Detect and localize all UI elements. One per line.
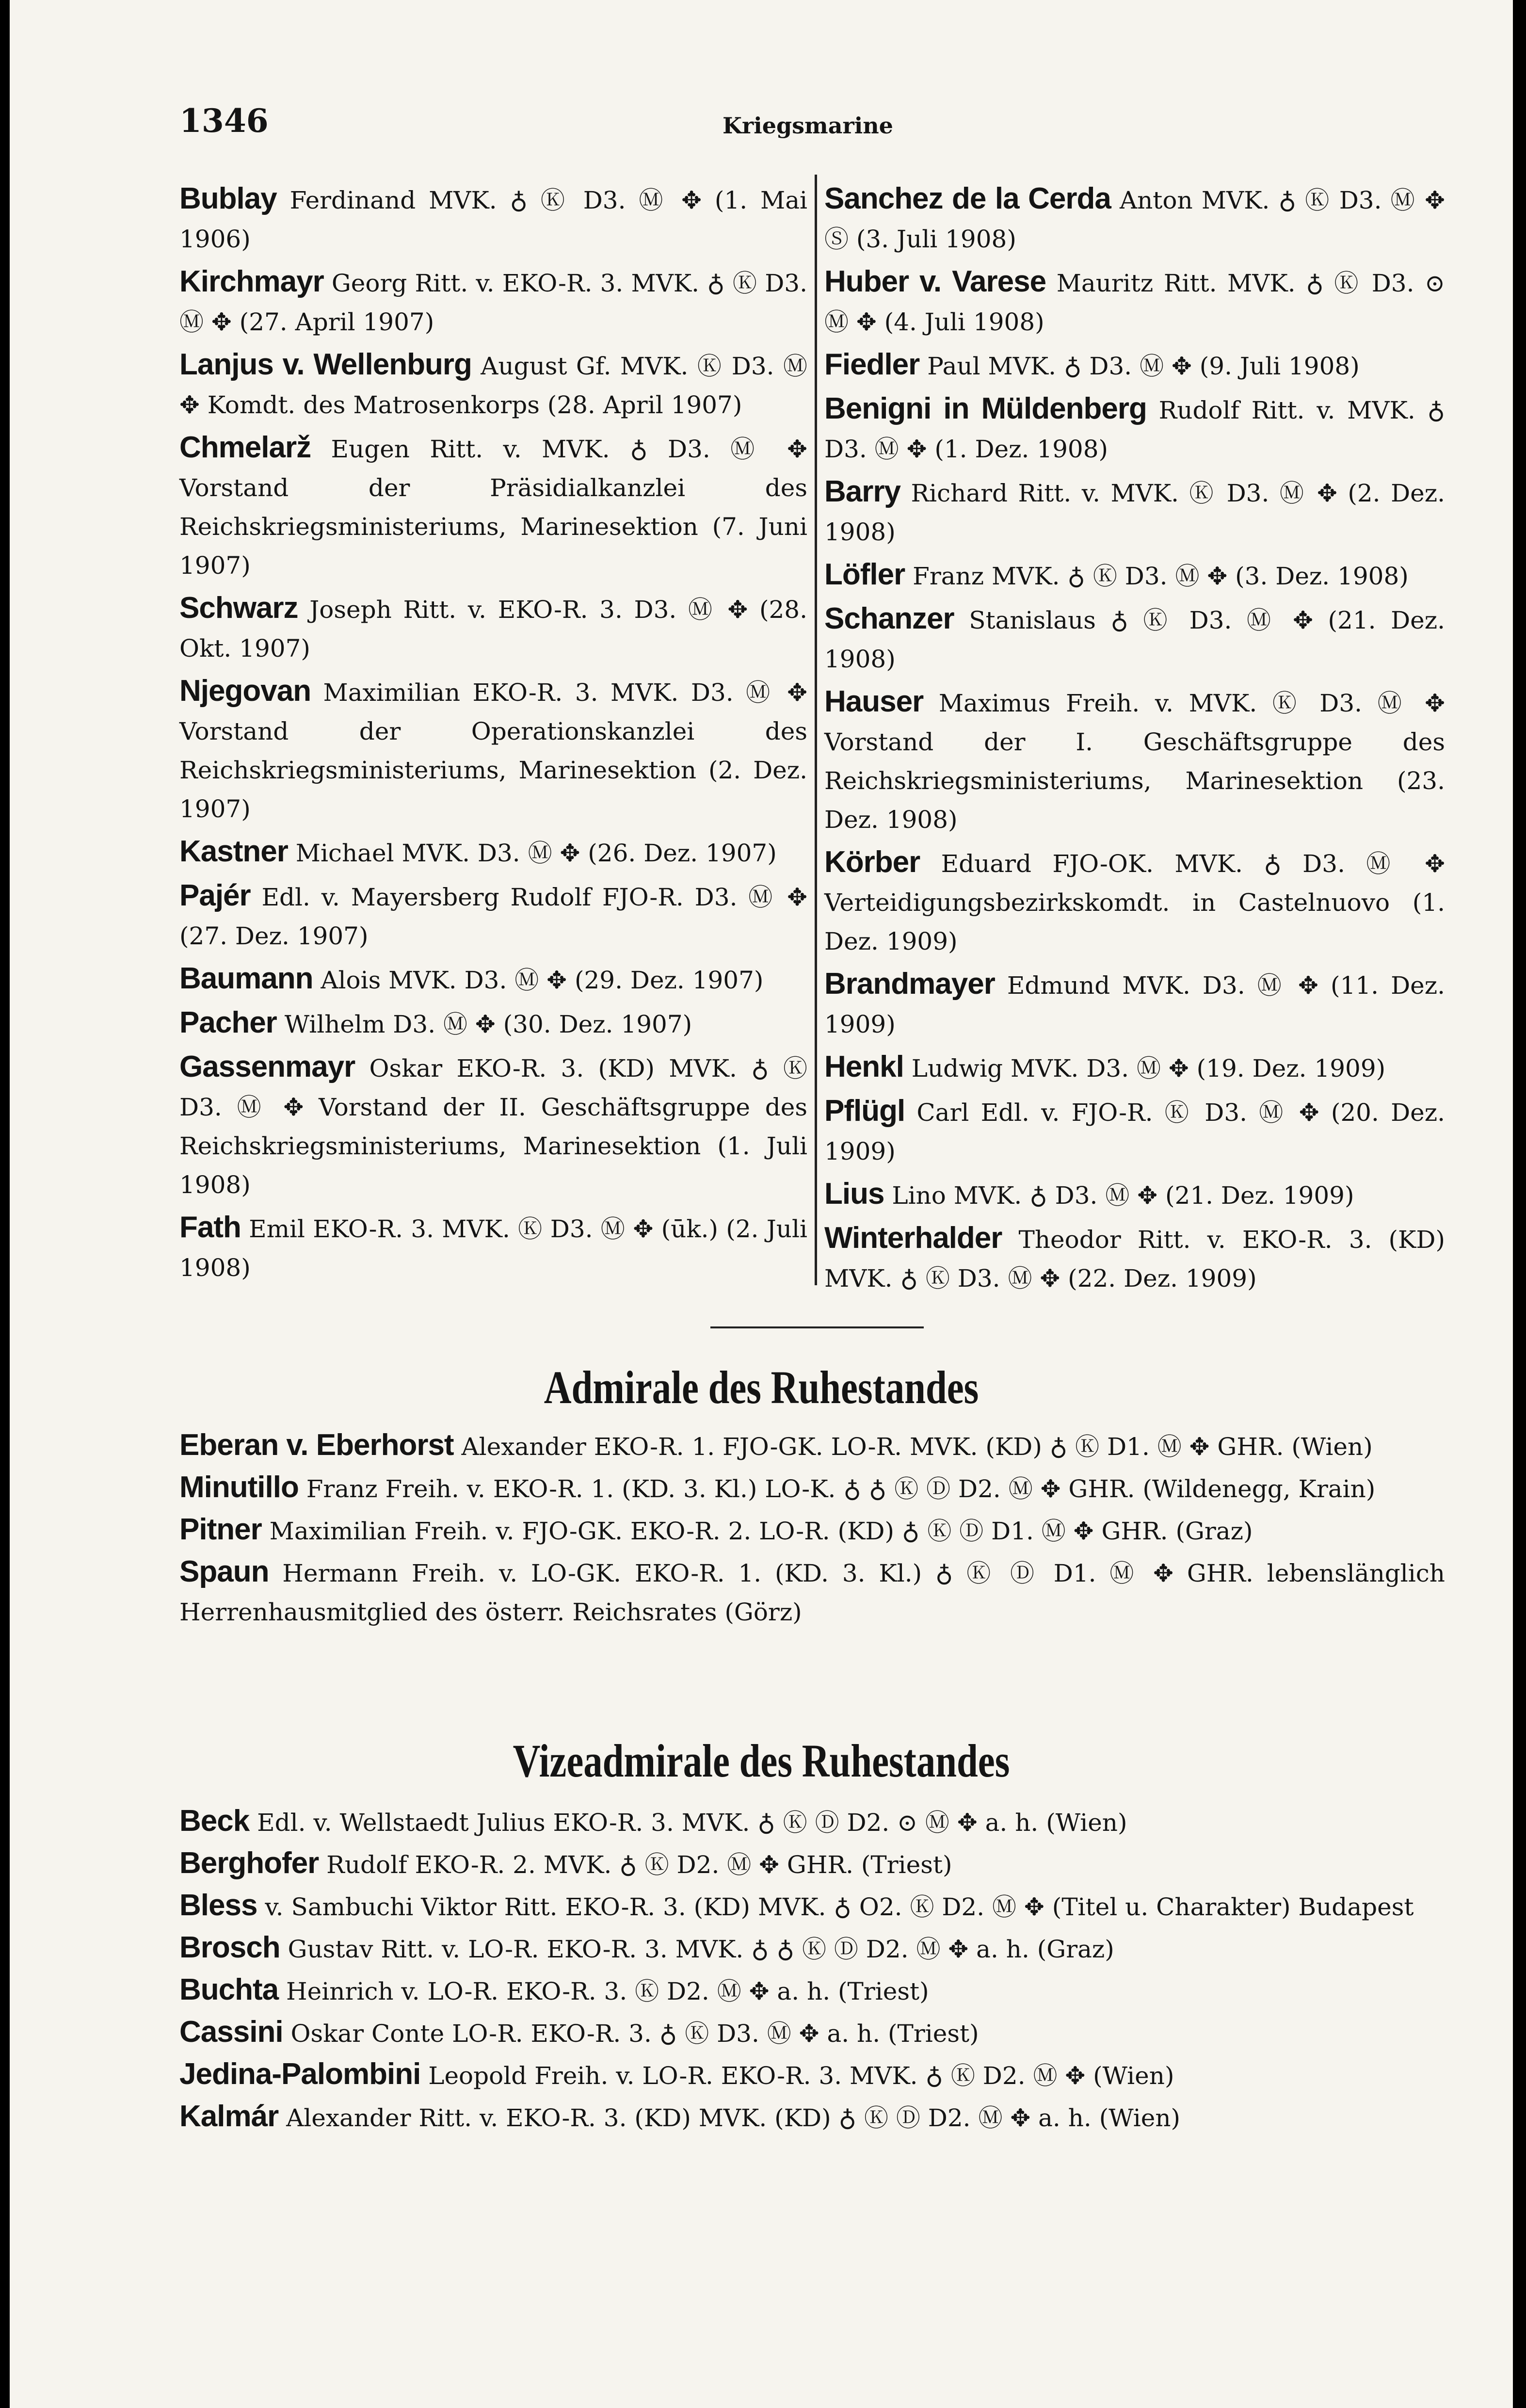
entry-surname: Schanzer	[824, 602, 954, 635]
entry-surname: Spaun	[179, 1555, 269, 1588]
entry-surname: Fiedler	[824, 348, 920, 381]
register-entry	[179, 262, 807, 341]
register-entry	[824, 262, 1445, 341]
register-entry	[179, 589, 807, 668]
entry-details: Hermann Freih. v. LO-GK. EKO-R. 1. (KD. 3. Kl.) ♁ Ⓚ Ⓓ D1. Ⓜ ✥ GHR. lebenslänglich Herrenhausmitglied des österr. Reichsrates (Görz)	[179, 1559, 1445, 1626]
entry-surname: Pajér	[179, 879, 251, 912]
entry-details: Alexander EKO-R. 1. FJO-GK. LO-R. MVK. (KD) ♁ Ⓚ D1. Ⓜ ✥ GHR. (Wien)	[461, 1433, 1373, 1461]
entry-surname: Bless	[179, 1889, 257, 1922]
entry-surname: Minutillo	[179, 1471, 299, 1504]
entry-details: Franz MVK. ♁ Ⓚ D3. Ⓜ ✥ (3. Dez. 1908)	[913, 562, 1409, 590]
entry-details: Georg Ritt. v. EKO-R. 3. MVK. ♁ Ⓚ D3. Ⓜ ✥ (27. April 1907)	[179, 269, 807, 336]
entry-details: Heinrich v. LO-R. EKO-R. 3. Ⓚ D2. Ⓜ ✥ a. h. (Triest)	[286, 1977, 929, 2005]
entry-surname: Lanjus v. Wellenburg	[179, 348, 472, 381]
entry-surname: Berghofer	[179, 1846, 319, 1880]
entry-details: Franz Freih. v. EKO-R. 1. (KD. 3. Kl.) LO-K. ♁ ♁ Ⓚ Ⓓ D2. Ⓜ ✥ GHR. (Wildenegg, Krain)	[306, 1475, 1376, 1503]
register-entry	[824, 472, 1445, 551]
entry-details: Carl Edl. v. FJO-R. Ⓚ D3. Ⓜ ✥ (20. Dez. 1909)	[824, 1099, 1445, 1165]
entry-details: Maximilian EKO-R. 3. MVK. D3. Ⓜ ✥ Vorstand der Operationskanzlei des Reichskriegsministeriums, Marinesektion (2. Dez. 1907)	[179, 679, 807, 823]
entry-details: Gustav Ritt. v. LO-R. EKO-R. 3. MVK. ♁ ♁ Ⓚ Ⓓ D2. Ⓜ ✥ a. h. (Graz)	[288, 1935, 1114, 1963]
entry-details: Paul MVK. ♁ D3. Ⓜ ✥ (9. Juli 1908)	[927, 352, 1360, 380]
entry-surname: Pitner	[179, 1513, 262, 1546]
entry-details: Edl. v. Wellstaedt Julius EKO-R. 3. MVK. ♁ Ⓚ Ⓓ D2. ⊙ Ⓜ ✥ a. h. (Wien)	[257, 1809, 1127, 1837]
left-column	[179, 179, 807, 1291]
register-entry	[179, 1208, 807, 1287]
register-entry	[179, 1886, 1445, 1926]
register-entry	[824, 1219, 1445, 1298]
entry-surname: Körber	[824, 845, 920, 879]
entry-details: Edmund MVK. D3. Ⓜ ✥ (11. Dez. 1909)	[824, 971, 1445, 1038]
entry-surname: Huber v. Varese	[824, 265, 1046, 298]
entry-details: August Gf. MVK. Ⓚ D3. Ⓜ ✥ Komdt. des Matrosenkorps (28. April 1907)	[179, 352, 807, 419]
entry-surname: Kirchmayr	[179, 265, 324, 298]
entry-surname: Pacher	[179, 1006, 277, 1039]
section-admirale-entries	[179, 1426, 1445, 1633]
register-entry	[824, 555, 1445, 596]
page-number: 1346	[179, 102, 269, 140]
entry-details: Michael MVK. D3. Ⓜ ✥ (26. Dez. 1907)	[295, 839, 777, 867]
entry-details: Eugen Ritt. v. MVK. ♁ D3. Ⓜ ✥ Vorstand der Präsidialkanzlei des Reichskriegsministeriums, Marinesektion (7. Juni 1907)	[179, 435, 807, 580]
entry-details: Emil EKO-R. 3. MVK. Ⓚ D3. Ⓜ ✥ (ūk.) (2. Juli 1908)	[179, 1215, 807, 1282]
entry-surname: Pflügl	[824, 1094, 905, 1128]
entry-surname: Sanchez de la Cerda	[824, 182, 1111, 215]
register-entry	[824, 345, 1445, 386]
right-column	[824, 179, 1445, 1302]
entry-details: Stanislaus ♁ Ⓚ D3. Ⓜ ✥ (21. Dez. 1908)	[824, 606, 1445, 673]
entry-details: Richard Ritt. v. MVK. Ⓚ D3. Ⓜ ✥ (2. Dez. 1908)	[824, 479, 1445, 546]
entry-details: Theodor Ritt. v. EKO-R. 3. (KD) MVK. ♁ Ⓚ D3. Ⓜ ✥ (22. Dez. 1909)	[824, 1226, 1445, 1293]
entry-surname: Kastner	[179, 835, 288, 868]
entry-details: v. Sambuchi Viktor Ritt. EKO-R. 3. (KD) MVK. ♁ O2. Ⓚ D2. Ⓜ ✥ (Titel u. Charakter) Budapest	[265, 1893, 1414, 1921]
entry-details: Eduard FJO-OK. MVK. ♁ D3. Ⓜ ✥ Verteidigungsbezirkskomdt. in Castelnuovo (1. Dez. 1909)	[824, 850, 1445, 955]
entry-details: Oskar EKO-R. 3. (KD) MVK. ♁ Ⓚ D3. Ⓜ ✥ Vorstand der II. Geschäftsgruppe des Reichskriegsministeriums, Marinesektion (1. Juli 1908)	[179, 1054, 807, 1199]
register-entry	[824, 1175, 1445, 1215]
entry-surname: Baumann	[179, 962, 313, 995]
register-entry	[179, 1971, 1445, 2011]
register-entry	[179, 1802, 1445, 1842]
entry-surname: Bublay	[179, 182, 277, 215]
register-entry	[824, 389, 1445, 469]
entry-details: Alexander Ritt. v. EKO-R. 3. (KD) MVK. (KD) ♁ Ⓚ Ⓓ D2. Ⓜ ✥ a. h. (Wien)	[286, 2104, 1181, 2132]
register-entry	[824, 599, 1445, 679]
scanned-page	[10, 0, 1513, 2408]
entry-surname: Schwarz	[179, 591, 298, 625]
entry-surname: Chmelarž	[179, 431, 311, 464]
column-divider	[815, 175, 817, 1285]
register-entry	[179, 832, 807, 873]
register-entry	[179, 2097, 1445, 2137]
section-heading-admirale: Admirale des Ruhestandes	[544, 1361, 979, 1413]
entry-details: Maximus Freih. v. MVK. Ⓚ D3. Ⓜ ✥ Vorstand der I. Geschäftsgruppe des Reichskriegsministeriums, Marinesektion (23. Dez. 1908)	[824, 689, 1445, 834]
entry-surname: Jedina-Palombini	[179, 2057, 421, 2091]
entry-details: Anton MVK. ♁ Ⓚ D3. Ⓜ ✥ Ⓢ (3. Juli 1908)	[824, 186, 1445, 253]
entry-surname: Kalmár	[179, 2100, 279, 2133]
register-entry	[179, 2055, 1445, 2095]
entry-details: Wilhelm D3. Ⓜ ✥ (30. Dez. 1907)	[284, 1010, 692, 1038]
register-entry	[179, 1552, 1445, 1632]
register-entry	[824, 179, 1445, 259]
entry-surname: Gassenmayr	[179, 1050, 355, 1083]
entry-details: Maximilian Freih. v. FJO-GK. EKO-R. 2. LO-R. (KD) ♁ Ⓚ Ⓓ D1. Ⓜ ✥ GHR. (Graz)	[269, 1517, 1253, 1545]
entry-details: Alois MVK. D3. Ⓜ ✥ (29. Dez. 1907)	[321, 966, 764, 994]
register-entry	[824, 1092, 1445, 1171]
register-entry	[179, 959, 807, 1000]
entry-details: Ludwig MVK. D3. Ⓜ ✥ (19. Dez. 1909)	[911, 1054, 1386, 1083]
register-entry	[179, 1048, 807, 1204]
entry-details: Edl. v. Mayersberg Rudolf FJO-R. D3. Ⓜ ✥ (27. Dez. 1907)	[179, 883, 807, 950]
entry-surname: Lius	[824, 1177, 884, 1211]
entry-surname: Henkl	[824, 1050, 904, 1083]
entry-surname: Brandmayer	[824, 967, 995, 1001]
register-entry	[179, 1844, 1445, 1884]
register-entry	[179, 345, 807, 424]
entry-surname: Löfler	[824, 558, 905, 591]
register-entry	[179, 1426, 1445, 1466]
entry-surname: Brosch	[179, 1931, 280, 1964]
entry-surname: Njegovan	[179, 674, 311, 708]
section-separator	[710, 1326, 924, 1328]
entry-details: Rudolf EKO-R. 2. MVK. ♁ Ⓚ D2. Ⓜ ✥ GHR. (Triest)	[326, 1851, 952, 1879]
entry-surname: Hauser	[824, 685, 924, 718]
register-entry	[824, 682, 1445, 839]
entry-details: Leopold Freih. v. LO-R. EKO-R. 3. MVK. ♁ Ⓚ D2. Ⓜ ✥ (Wien)	[428, 2062, 1174, 2090]
entry-surname: Buchta	[179, 1973, 279, 2006]
entry-details: Joseph Ritt. v. EKO-R. 3. D3. Ⓜ ✥ (28. Okt. 1907)	[179, 596, 807, 663]
register-entry	[824, 843, 1445, 961]
entry-details: Oskar Conte LO-R. EKO-R. 3. ♁ Ⓚ D3. Ⓜ ✥ a. h. (Triest)	[290, 2020, 979, 2048]
register-entry	[179, 428, 807, 585]
running-header-title: Kriegsmarine	[723, 113, 893, 139]
register-entry	[179, 876, 807, 955]
section-vizeadmirale-entries	[179, 1802, 1445, 2139]
register-entry	[179, 2013, 1445, 2053]
entry-surname: Winterhalder	[824, 1221, 1002, 1255]
register-entry	[824, 965, 1445, 1044]
register-entry	[179, 672, 807, 828]
entry-details: Rudolf Ritt. v. MVK. ♁ D3. Ⓜ ✥ (1. Dez. 1908)	[824, 396, 1445, 463]
entry-details: Lino MVK. ♁ D3. Ⓜ ✥ (21. Dez. 1909)	[892, 1181, 1354, 1210]
register-entry	[179, 1928, 1445, 1969]
entry-surname: Fath	[179, 1211, 241, 1244]
entry-surname: Eberan v. Eberhorst	[179, 1428, 454, 1462]
register-entry	[179, 1468, 1445, 1508]
register-entry	[179, 179, 807, 259]
entry-surname: Barry	[824, 475, 900, 508]
section-heading-vizeadmirale: Vizeadmirale des Ruhestandes	[513, 1735, 1010, 1787]
entry-surname: Benigni in Müldenberg	[824, 392, 1147, 425]
register-entry	[824, 1048, 1445, 1088]
entry-details: Mauritz Ritt. MVK. ♁ Ⓚ D3. ⊙ Ⓜ ✥ (4. Juli 1908)	[824, 269, 1445, 336]
entry-details: Ferdinand MVK. ♁ Ⓚ D3. Ⓜ ✥ (1. Mai 1906)	[179, 186, 807, 253]
entry-surname: Beck	[179, 1804, 250, 1838]
register-entry	[179, 1510, 1445, 1551]
register-entry	[179, 1003, 807, 1044]
entry-surname: Cassini	[179, 2015, 283, 2049]
